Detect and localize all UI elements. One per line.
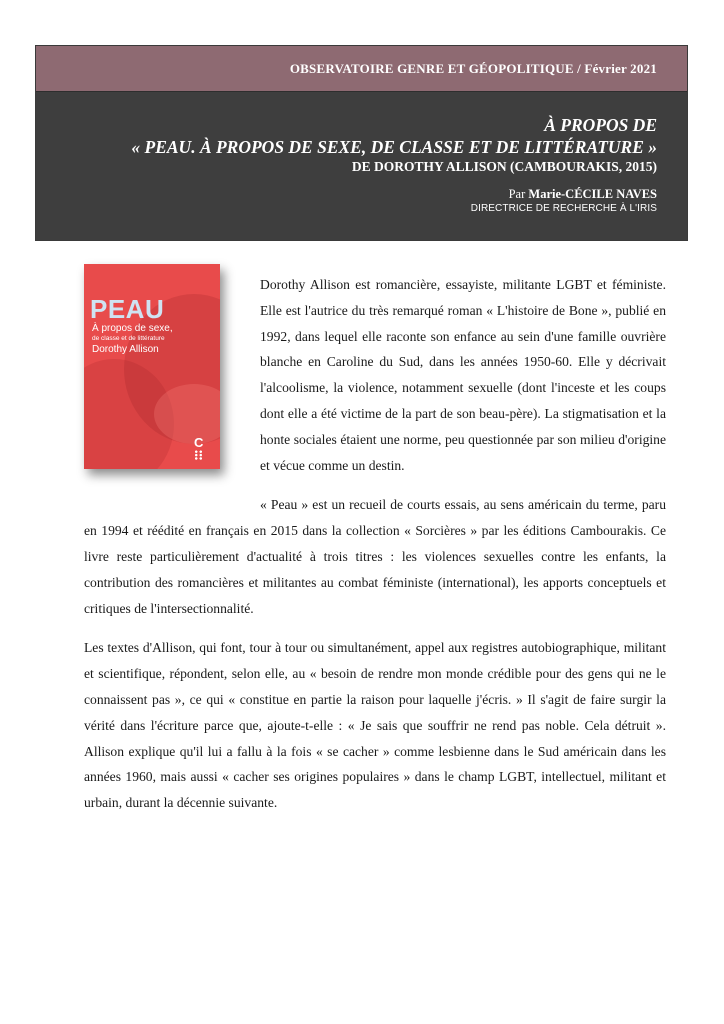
- observatory-label: OBSERVATOIRE GENRE ET GÉOPOLITIQUE / Février 2021: [289, 60, 657, 76]
- header-title-block: [36, 92, 687, 215]
- book-cover-author: Dorothy Allison: [92, 344, 159, 355]
- paragraph-1: Dorothy Allison est romancière, essayiste, militante LGBT et féministe. Elle est l'autrice du très remarqué roman « L'histoire de Bone », publié en 1992, dans lequel elle raconte son enfance au sein d'une famille ouvrière blanche en Caroline du Sud, dans les années 1950-60. Elle y décrivait l'alcoolisme, la violence, notamment sexuelle (dont l'inceste et les coups dont elle a été victime de la part de son beau-père). La stigmatisation et la honte sociales étaient une norme, peu questionnée par son milieu d'origine et vécue comme un destin.: [260, 277, 666, 473]
- image-float-space: [84, 272, 260, 504]
- byline: [36, 187, 657, 202]
- header-band: [36, 46, 687, 92]
- article-header: [35, 45, 688, 241]
- book-cover-subtitle-2: de classe et de littérature: [92, 335, 165, 342]
- byline-prefix: Par: [508, 187, 526, 201]
- title-line-1: À PROPOS DE: [544, 115, 657, 135]
- author-name: Marie-CÉCILE NAVES: [528, 187, 657, 201]
- publisher-logo: C: [194, 435, 204, 450]
- title-line-2: « PEAU. À PROPOS DE SEXE, DE CLASSE ET DE LITTÉRATURE »: [131, 137, 657, 157]
- book-cover-subtitle-1: À propos de sexe,: [92, 323, 173, 334]
- paragraph-2: « Peau » est un recueil de courts essais, au sens américain du terme, paru en 1994 et réédité en français en 2015 dans la collection « Sorcières » par les éditions Cambourakis. Ce livre reste particulièrement d'actualité à trois titres : les violences sexuelles contre les enfants, la contribution des romancières et militantes au combat féministe (international), les apports conceptuels et critiques de l'intersectionnalité.: [84, 497, 666, 616]
- author-affiliation: DIRECTRICE DE RECHERCHE À L'IRIS: [470, 203, 657, 214]
- article-body: [84, 272, 666, 816]
- book-cover-title: PEAU: [90, 294, 165, 324]
- paragraph-3: Les textes d'Allison, qui font, tour à tour ou simultanément, appel aux registres autobiographique, militant et scientifique, répondent, selon elle, au « besoin de rendre mon monde crédible pour des gens qui ne le connaissent pas », ce qui « constitue en partie la raison pour laquelle j'écris. » Il s'agit de faire surgir la vérité dans l'écriture parce que, ajoute-t-elle : « Je sais que souffrir ne rend pas noble. Cela détruit ». Allison explique qu'il lui a fallu à la fois « se cacher » comme lesbienne dans le Sud américain dans les années 1960, mais aussi « cacher ses origines populaires » dans le champ LGBT, intellectuel, militant et urbain, durant la décennie suivante.: [84, 640, 666, 811]
- title-line-3: DE DOROTHY ALLISON (CAMBOURAKIS, 2015): [351, 159, 657, 174]
